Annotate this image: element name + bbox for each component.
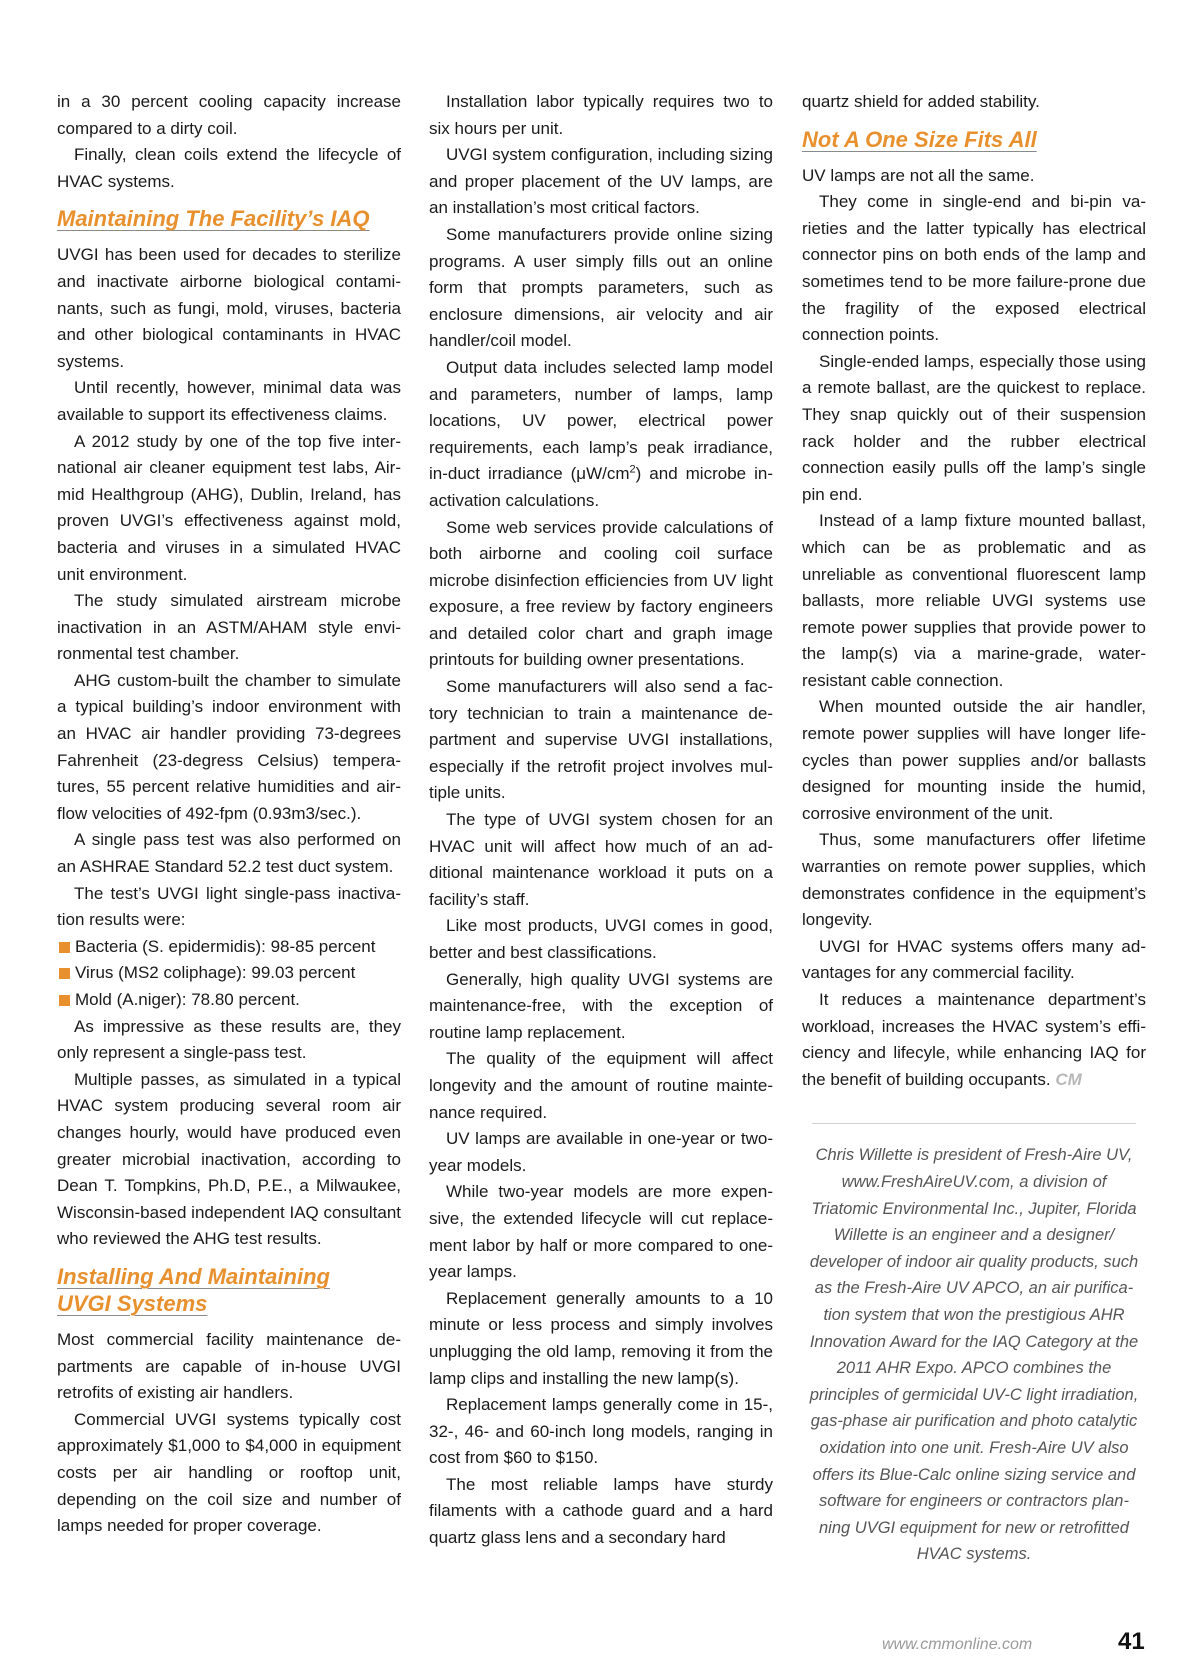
paragraph: A 2012 study by one of the top five international air cleaner equipment test labs, Airmid Healthgroup (AHG), Dublin, Ireland, has proven UVGI’s effectiveness against mold, bacteria and viruses in a simulated HVAC unit environment.: [57, 431, 401, 584]
section-heading: Maintaining The Facility’s IAQ: [57, 206, 370, 232]
paragraph: AHG custom-built the chamber to simulate a typical building’s indoor environment with an HVAC air handler providing 73-degrees Fahrenheit (23-degress Celsius) temperatures, 55 percent relative humidities and airflow velocities of 492-fpm (0.93m3/sec.).: [57, 670, 401, 823]
paragraph: The type of UVGI system chosen for an HVAC unit will affect how much of an additional maintenance workload it puts on a facility’s staff.: [429, 810, 773, 909]
paragraph: UV lamps are available in one-year or two-year models.: [429, 1129, 773, 1175]
paragraph: Instead of a lamp fixture mounted ballast, which can be as problematic and as unreliable as conventional fluorescent lamp ballasts, more reliable UVGI systems use remote power supplies that provide power to the lamp(s) via a marine-grade, water-resistant cable connection.: [802, 511, 1146, 690]
paragraph: Until recently, however, minimal data was available to support its effectiveness claims.: [57, 378, 401, 424]
author-bio: Chris Willette is president of Fresh-Aire UV, www.FreshAireUV.com, a division of Triatomic Environmental Inc., Jupiter, Florida Willette is an engineer and a designer/ developer of indoor air quality products, such as the Fresh-Aire UV APCO, an air purification system that won the prestigious AHR Innovation Award for the IAQ Category at the 2011 AHR Expo. APCO combines the principles of germicidal UV-C light irradiation, gas-phase air purification and photo catalytic oxidation into one unit. Fresh-Aire UV also offers its Blue-Calc online sizing service and software for engineers or contractors planning UVGI equipment for new or retrofitted HVAC systems.: [809, 1146, 1139, 1564]
list-item: Virus (MS2 coliphage): 99.03 percent: [57, 960, 401, 987]
paragraph: Finally, clean coils extend the lifecycle of HVAC systems.: [57, 145, 401, 191]
paragraph: The test’s UVGI light single-pass inactivation results were:: [57, 883, 401, 930]
paragraph: UVGI system configuration, including sizing and proper placement of the UV lamps, are an installation’s most critical factors.: [429, 145, 773, 218]
paragraph: Output data includes selected lamp model and parameters, number of lamps, lamp locations, UV power, electrical power requirements, each lamp’s peak irradiance, in-duct irradiance $(\mu W/cm^2)$ and microbe inactivation calculations.: [429, 357, 773, 510]
paragraph: As impressive as these results are, they only represent a single-pass test.: [57, 1016, 401, 1063]
paragraph: Some manufacturers provide online sizing programs. A user simply fills out an online form that prompts parameters, such as enclosure dimensions, air velocity and air handler/coil model.: [429, 224, 773, 351]
list-item: Mold (A.niger): 78.80 percent.: [57, 987, 401, 1014]
paragraph: The quality of the equipment will affect longevity and the amount of routine maintenance required.: [429, 1049, 773, 1122]
paragraph: Thus, some manufacturers offer lifetime warranties on remote power supplies, which demonstrates confidence in the equipment’s longevity.: [802, 830, 1146, 930]
square-bullet-icon: [59, 968, 70, 979]
end-of-article-mark: CM: [1055, 1069, 1082, 1089]
paragraph: Multiple passes, as simulated in a typical HVAC system producing several room air changes hourly, would have produced even greater microbial inactivation, according to Dean T. Tompkins, Ph.D, P.E., a Milwaukee, Wisconsin-based independent IAQ consultant who reviewed the AHG test results.: [57, 1069, 401, 1249]
list-item: Bacteria (S. epidermidis): 98-85 percent: [57, 934, 401, 961]
article-column-1: [57, 89, 401, 1540]
section-heading: Installing And Maintaining UVGI Systems: [57, 1263, 330, 1316]
paragraph: Replacement lamps generally come in 15-, 32-, 46- and 60-inch long models, ranging in cost from $60 to $150.: [429, 1395, 773, 1468]
paragraph: Some manufacturers will also send a factory technician to train a maintenance department and supervise UVGI installations, especially if the retrofit project involves multiple units.: [429, 677, 773, 803]
paragraph: When mounted outside the air handler, remote power supplies will have longer lifecycles than power supplies and/or ballasts designed for mounting inside the humid, corrosive environment of the unit.: [802, 697, 1146, 823]
paragraph: Replacement generally amounts to a 10 minute or less process and simply involves unplugging the old lamp, removing it from the lamp clips and installing the new lamp(s).: [429, 1288, 773, 1388]
section-heading: Not A One Size Fits All: [802, 126, 1037, 152]
paragraph: Installation labor typically requires two to six hours per unit.: [429, 92, 773, 138]
paragraph: Like most products, UVGI comes in good, better and best classifications.: [429, 916, 773, 962]
paragraph: Single-ended lamps, especially those using a remote ballast, are the quickest to replace. They snap quickly out of their suspension rack holder and the rubber electrical connection easily pulls off the lamp’s single pin end.: [802, 351, 1146, 504]
article-column-2: [429, 89, 773, 1552]
paragraph: They come in single-end and bi-pin varieties and the latter typically has electrical connector pins on both ends of the lamp and sometimes tend to be more failure-prone due the fragility of the exposed electrical connection points.: [802, 192, 1146, 345]
paragraph: quartz shield for added stability.: [802, 92, 1040, 111]
square-bullet-icon: [59, 995, 70, 1006]
article-column-3: [802, 89, 1146, 1568]
footer-url: www.cmmonline.com: [882, 1636, 1033, 1653]
paragraph: in a 30 percent cooling capacity increase compared to a dirty coil.: [57, 92, 401, 138]
paragraph: UV lamps are not all the same.: [802, 165, 1035, 185]
paragraph: While two-year models are more expensive, the extended lifecycle will cut replacement labor by half or more compared to one-year lamps.: [429, 1182, 773, 1282]
paragraph: UVGI has been used for decades to sterilize and inactivate airborne biological contaminants, such as fungi, mold, viruses, bacteria and other biological contaminants in HVAC systems.: [57, 245, 401, 371]
paragraph: It reduces a maintenance department’s workload, increases the HVAC system’s efficiency and lifecyle, while enhancing IAQ for the benefit of building occupants. CM: [802, 990, 1146, 1089]
square-bullet-icon: [59, 942, 70, 953]
paragraph: Commercial UVGI systems typically cost approximately $1,000 to $4,000 in equipment costs per air handling or rooftop unit, depending on the coil size and number of lamps needed for proper coverage.: [57, 1409, 401, 1536]
paragraph: Most commercial facility maintenance departments are capable of in-house UVGI retrofits of existing air handlers.: [57, 1329, 401, 1403]
divider: [812, 1123, 1136, 1124]
paragraph: The study simulated airstream microbe inactivation in an ASTM/AHAM style environmental test chamber.: [57, 591, 401, 664]
paragraph: Some web services provide calculations of both airborne and cooling coil surface microbe disinfection efficiencies from UV light exposure, a free review by factory engineers and detailed color chart and graph image printouts for building owner presentations.: [429, 517, 773, 670]
page-number: 41: [1118, 1628, 1145, 1655]
results-list: [57, 934, 401, 1014]
paragraph: The most reliable lamps have sturdy filaments with a cathode guard and a hard quartz glass lens and a secondary hard: [429, 1474, 773, 1548]
paragraph: UVGI for HVAC systems offers many advantages for any commercial facility.: [802, 936, 1146, 983]
paragraph: A single pass test was also performed on an ASHRAE Standard 52.2 test duct system.: [57, 830, 401, 877]
paragraph: Generally, high quality UVGI systems are maintenance-free, with the exception of routine lamp replacement.: [429, 969, 773, 1042]
